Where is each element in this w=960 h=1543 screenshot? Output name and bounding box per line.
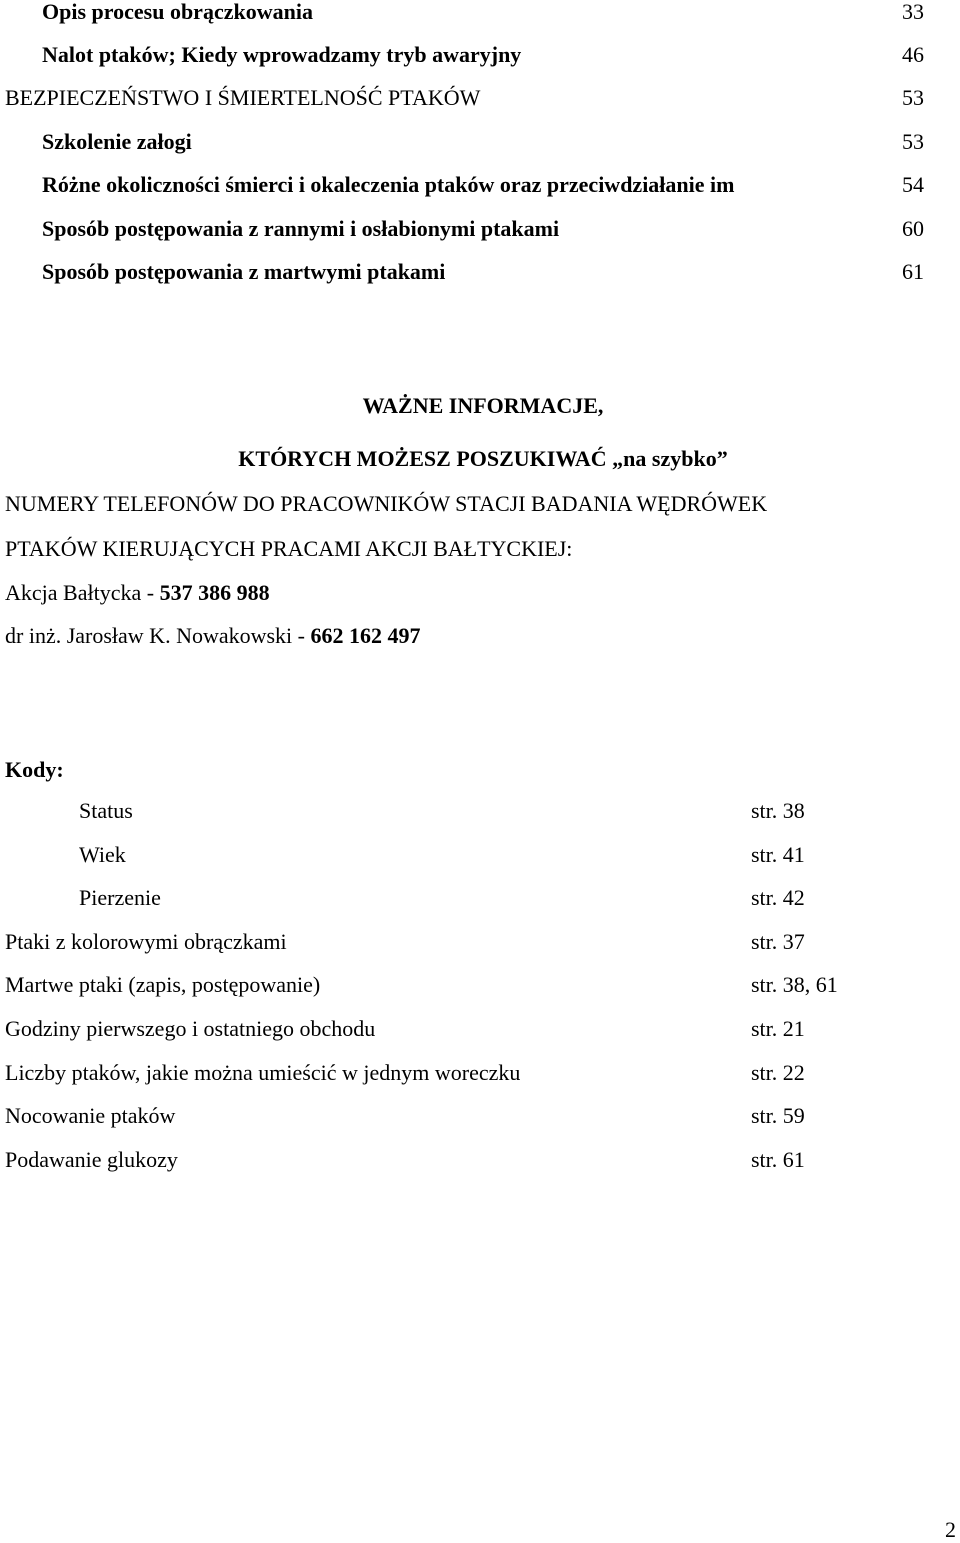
toc-row	[0, 0, 960, 25]
important-heading-line1: WAŻNE INFORMACJE,	[362, 393, 604, 418]
code-row	[0, 885, 960, 911]
toc-row	[0, 129, 960, 155]
code-label: Godziny pierwszego i ostatniego obchodu	[5, 1016, 376, 1041]
code-ref: str. 21	[751, 1016, 805, 1041]
phones-intro-line1: NUMERY TELEFONÓW DO PRACOWNIKÓW STACJI BADANIA WĘDRÓWEK	[5, 491, 768, 516]
contact-phone: 537 386 988	[159, 580, 270, 605]
toc-title: Sposób postępowania z martwymi ptakami	[42, 259, 446, 284]
code-row	[0, 1147, 960, 1173]
code-ref: str. 38, 61	[751, 972, 838, 997]
code-ref: str. 37	[751, 929, 805, 954]
contact-row	[5, 580, 270, 606]
toc-page: 60	[902, 216, 924, 241]
code-label: Liczby ptaków, jakie można umieścić w jednym woreczku	[5, 1060, 521, 1085]
toc-page: 53	[902, 129, 924, 154]
code-label: Podawanie glukozy	[5, 1147, 178, 1172]
toc-title: BEZPIECZEŃSTWO I ŚMIERTELNOŚĆ PTAKÓW	[5, 85, 481, 110]
code-row	[0, 929, 960, 955]
code-row	[0, 1103, 960, 1129]
code-ref: str. 42	[751, 885, 805, 910]
codes-title: Kody:	[5, 757, 64, 782]
toc-title: Szkolenie załogi	[42, 129, 192, 154]
toc-page: 61	[902, 259, 924, 284]
code-label: Status	[79, 798, 133, 823]
contact-name: Akcja Bałtycka -	[5, 580, 160, 605]
page-number: 2	[945, 1517, 956, 1542]
toc-row	[0, 85, 960, 111]
code-label: Martwe ptaki (zapis, postępowanie)	[5, 972, 321, 997]
toc-page: 46	[902, 42, 924, 67]
code-row	[0, 972, 960, 998]
contact-phone: 662 162 497	[310, 623, 421, 648]
code-label: Ptaki z kolorowymi obrączkami	[5, 929, 287, 954]
code-ref: str. 38	[751, 798, 805, 823]
code-ref: str. 22	[751, 1060, 805, 1085]
code-label: Wiek	[79, 842, 126, 867]
toc-title: Różne okoliczności śmierci i okaleczenia ptaków oraz przeciwdziałanie im	[42, 172, 735, 197]
code-ref: str. 61	[751, 1147, 805, 1172]
code-row	[0, 1060, 960, 1086]
code-label: Pierzenie	[79, 885, 161, 910]
code-label: Nocowanie ptaków	[5, 1103, 176, 1128]
toc-row	[0, 172, 960, 198]
code-row	[0, 1016, 960, 1042]
toc-row	[0, 259, 960, 285]
toc-row	[0, 42, 960, 68]
toc-page: 33	[902, 0, 924, 24]
code-row	[0, 798, 960, 824]
code-ref: str. 59	[751, 1103, 805, 1128]
important-heading-line2: KTÓRYCH MOŻESZ POSZUKIWAĆ „na szybko”	[238, 446, 728, 471]
toc-title: Sposób postępowania z rannymi i osłabionymi ptakami	[42, 216, 560, 241]
toc-title: Nalot ptaków; Kiedy wprowadzamy tryb awaryjny	[42, 42, 522, 67]
contact-name: dr inż. Jarosław K. Nowakowski -	[5, 623, 311, 648]
code-row	[0, 842, 960, 868]
contact-row	[5, 623, 421, 649]
phones-intro-line2: PTAKÓW KIERUJĄCYCH PRACAMI AKCJI BAŁTYCKIEJ:	[5, 536, 573, 561]
toc-page: 53	[902, 85, 924, 110]
toc-page: 54	[902, 172, 924, 197]
toc-row	[0, 216, 960, 242]
toc-title: Opis procesu obrączkowania	[42, 0, 313, 24]
code-ref: str. 41	[751, 842, 805, 867]
